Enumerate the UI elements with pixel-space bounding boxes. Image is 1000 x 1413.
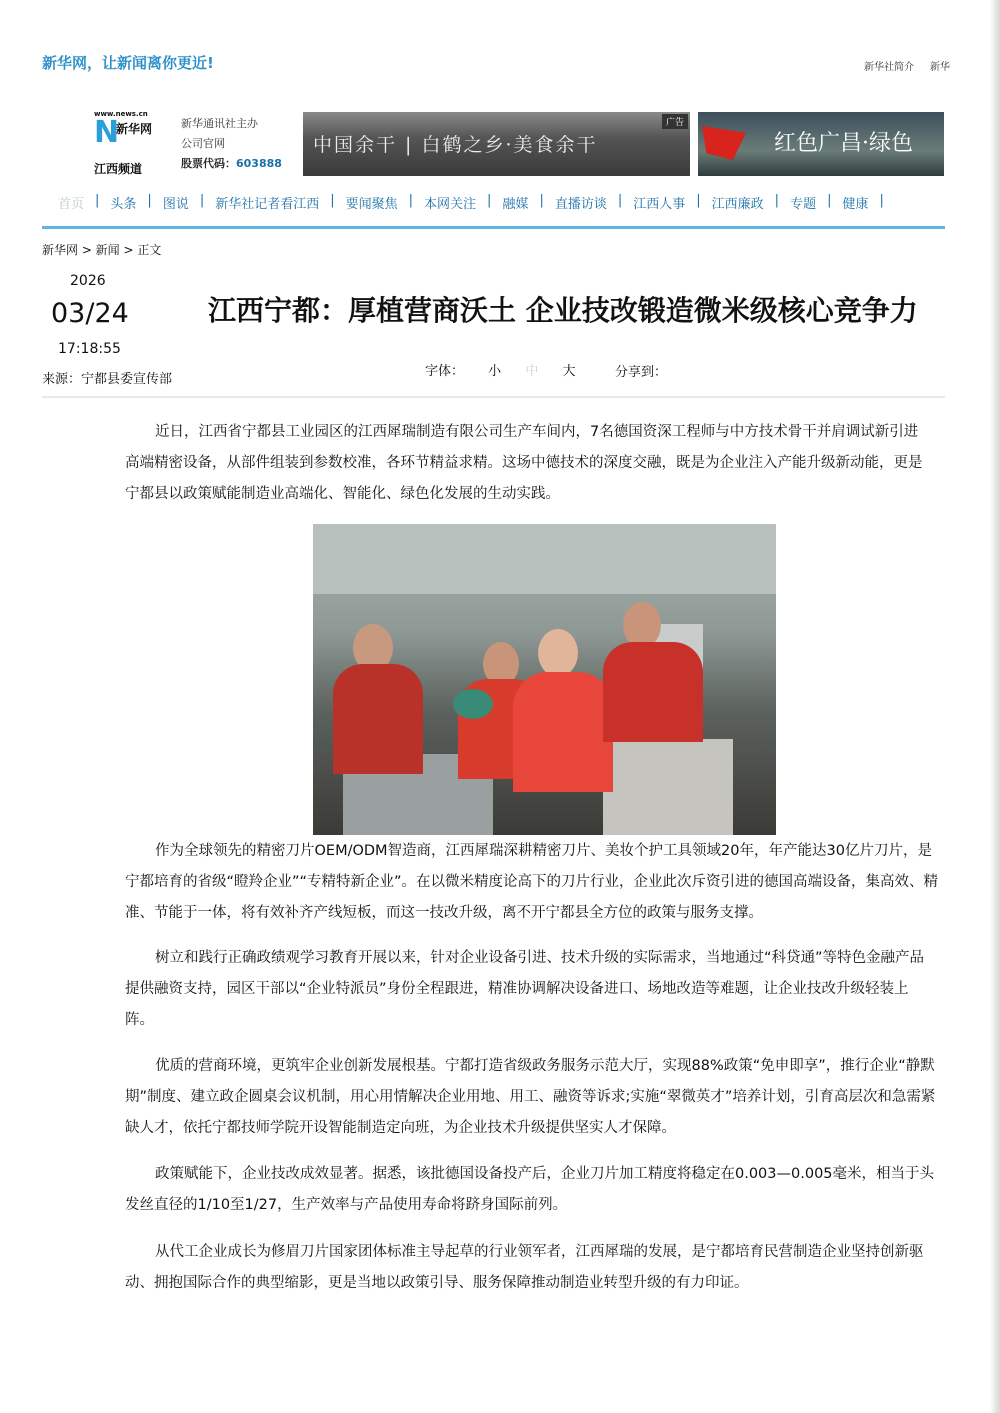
site-logo[interactable] [94,110,156,176]
line: 提供融资支持，园区干部以“企业特派员”身份全程跟进，精准协调解决设备进口、场地改造等难题，让企业技改升级轻装上 [125,981,909,997]
article-paragraph [125,836,945,929]
article-paragraph [125,943,945,1036]
logo-url: www.news.cn [94,110,148,118]
line: 准、节能于一体，将有效补齐产线短板，而这一技改升级，离不开宁都县全方位的政策与服务支撑。 [125,905,763,921]
share-label: 分享到： [615,365,668,380]
nav-media[interactable]: 融媒 [502,197,529,212]
nav-reporters[interactable]: 新华社记者看江西 [215,197,320,212]
logo-n: N [94,115,120,150]
link-xinhua-intro[interactable]: 新华社简介 [864,62,914,73]
nav-integrity[interactable]: 江西廉政 [711,197,764,212]
article-photo [313,524,776,835]
article-paragraph [125,1159,945,1221]
line: 期”制度、建立政企圆桌会议机制，用心用情解决企业用地、用工、融资等诉求;实施“翠微英才”培养计划，引育高层次和急需紧 [125,1089,936,1105]
nav-attention[interactable]: 本网关注 [424,197,477,212]
ad-banner-yugan[interactable] [303,112,690,176]
line: 从代工企业成长为修眉刀片国家团体标准主导起草的行业领军者，江西犀瑞的发展，是宁都培育民营制造企业坚持创新驱 [155,1244,924,1260]
nav-photos[interactable]: 图说 [162,197,189,212]
stock-code: 603888 [236,157,282,170]
nav-topics[interactable]: 专题 [790,197,817,212]
nav-live[interactable]: 直播访谈 [554,197,607,212]
ad-tag: 广告 [662,114,688,129]
site-slogan: 新华网，让新闻离你更近! [42,54,214,72]
line: 缺人才，依托宁都技师学院开设智能制造定向班，为企业技术升级提供坚实人才保障。 [125,1120,676,1136]
line: 阵。 [125,1012,154,1028]
font-small-button[interactable]: 小 [488,364,502,379]
line: 发丝直径的1/10至1/27，生产效率与产品使用寿命将跻身国际前列。 [125,1197,568,1213]
line: 树立和践行正确政绩观学习教育开展以来，针对企业设备引进、技术升级的实际需求，当地通过“科贷通”等特色金融产品 [155,950,925,966]
header-divider [42,396,945,398]
line: 动、拥抱国际合作的典型缩影，更是当地以政策引导、服务保障推动制造业转型升级的有力印证。 [125,1275,749,1291]
font-label: 字体： [425,364,465,379]
article-paragraph [125,1051,945,1144]
scan-edge [990,0,1000,1413]
nav-headlines[interactable]: 头条 [110,197,137,212]
stock-label: 股票代码： [181,157,236,170]
nav-health[interactable]: 健康 [842,197,869,212]
line: 宁都培育的省级“瞪羚企业”“专精特新企业”。在以微米精度论高下的刀片行业，企业此次斥资引进的德国高端设备，集高效、精 [125,874,939,890]
ad-text: 中国余干 | 白鹤之乡·美食余干 [313,134,598,156]
corp-site: 公司官网 [181,137,225,150]
font-size-control [425,360,595,379]
article-paragraph [125,1237,945,1299]
line: 宁都县以政策赋能制造业高端化、智能化、绿色化发展的生动实践。 [125,486,560,502]
red-flag-icon [702,126,746,160]
breadcrumb[interactable]: 新华网 > 新闻 > 正文 [42,243,162,257]
nav-home[interactable]: 首页 [58,197,85,212]
link-xinhua-more[interactable]: 新华 [930,62,950,73]
corp-info [181,114,282,174]
ad-text: 红色广昌·绿色 [774,131,913,156]
font-medium-button[interactable]: 中 [525,364,539,379]
article-paragraph [125,417,945,510]
line: 高端精密设备，从部件组装到参数校准，各环节精益求精。这场中德技术的深度交融，既是为企业注入产能升级新动能，更是 [125,455,923,471]
line: 近日，江西省宁都县工业园区的江西犀瑞制造有限公司生产车间内，7名德国资深工程师与中方技术骨干并肩调试新引进 [155,424,919,440]
nav-focus[interactable]: 要闻聚焦 [345,197,398,212]
logo-channel: 江西频道 [94,162,143,176]
nav-divider [42,226,945,229]
line: 优质的营商环境，更筑牢企业创新发展根基。宁都打造省级政务服务示范大厅，实现88%政策“免申即享”，推行企业“静默 [155,1058,935,1074]
article-title: 江西宁都：厚植营商沃土 企业技改锻造微米级核心竞争力 [208,294,918,327]
corp-owner: 新华通讯社主办 [181,117,258,130]
main-nav: 首页 | 头条 | 图说 | 新华社记者看江西 | 要闻聚焦 | 本网关注 | 融媒 | 直播访谈 | 江西人事 | 江西廉政 | 专题 | 健康 | [58,193,884,212]
publish-date: 03/24 [51,298,129,329]
ad-banner-guangchang[interactable] [698,112,944,176]
logo-brand: 新华网 [116,122,153,136]
line: 作为全球领先的精密刀片OEM/ODM智造商，江西犀瑞深耕精密刀片、美妆个护工具领域20年，年产能达30亿片刀片，是 [155,843,932,859]
publish-year: 2026 [70,273,106,289]
article-source: 来源：宁都县委宣传部 [42,372,173,387]
nav-personnel[interactable]: 江西人事 [633,197,686,212]
publish-time: 17:18:55 [58,341,121,357]
font-large-button[interactable]: 大 [562,364,576,379]
line: 政策赋能下，企业技改成效显著。据悉，该批德国设备投产后，企业刀片加工精度将稳定在0.003—0.005毫米，相当于头 [155,1166,935,1182]
